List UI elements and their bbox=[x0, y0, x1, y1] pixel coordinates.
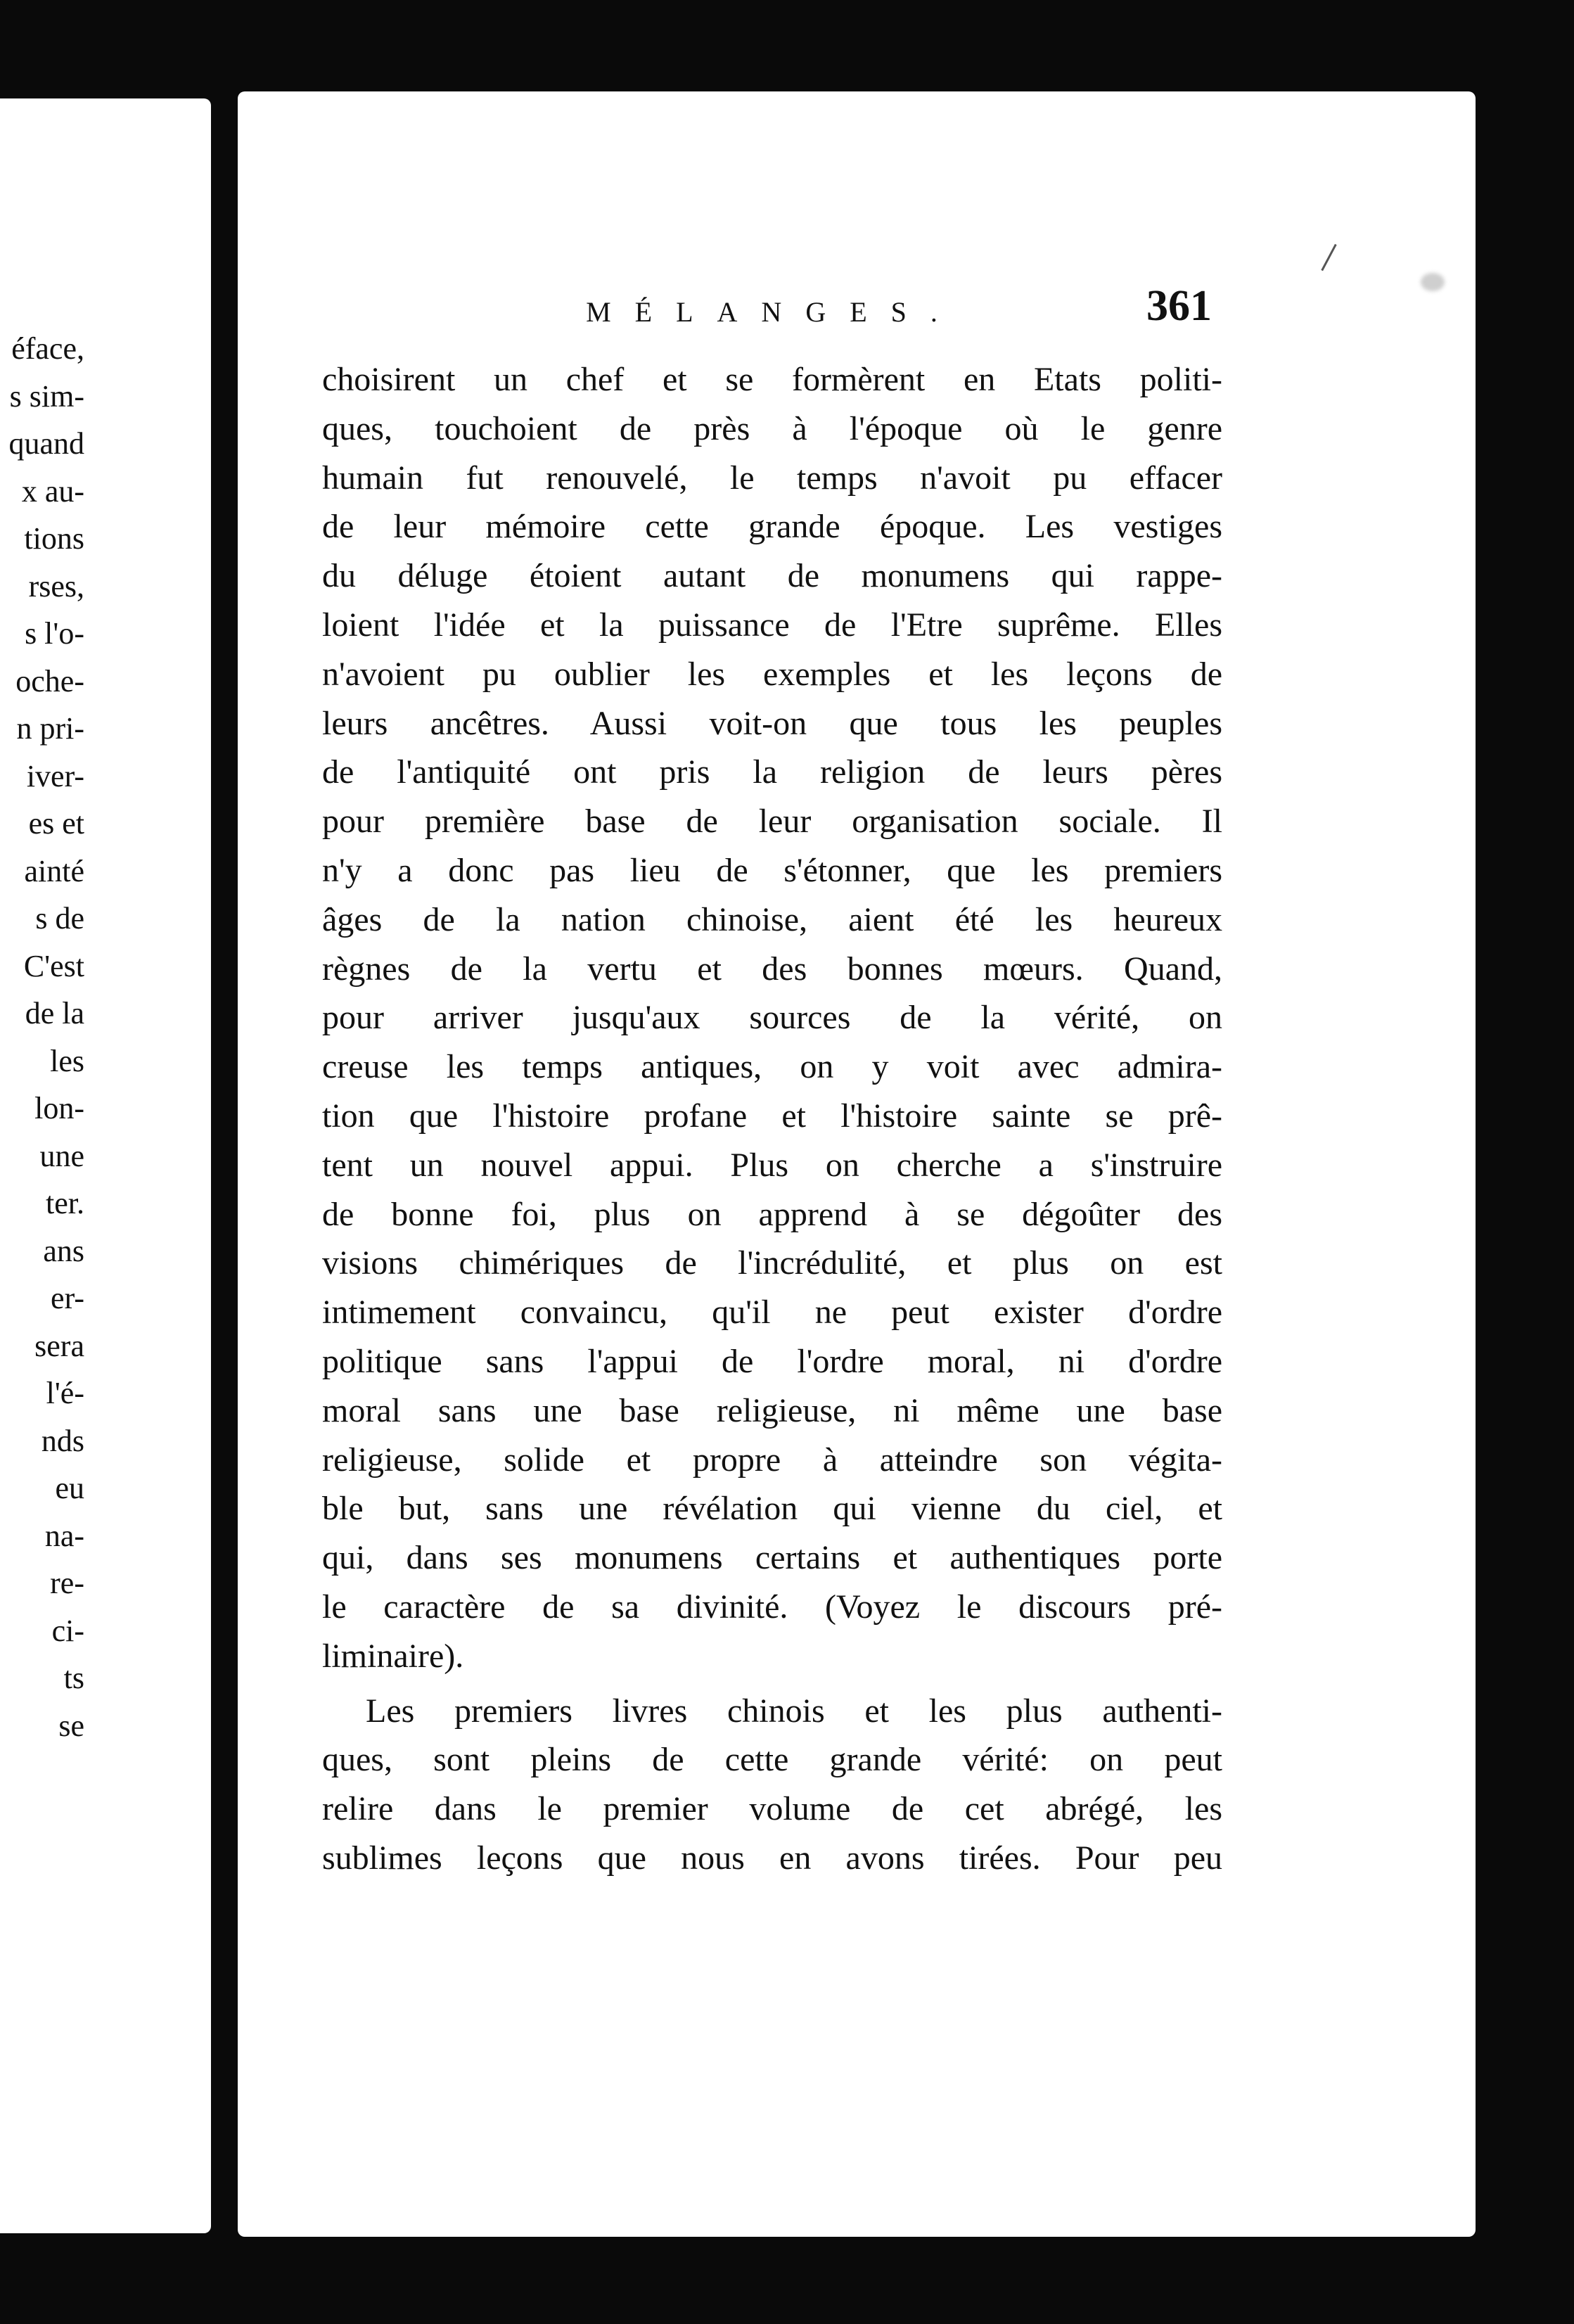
facing-page-fragment: ts bbox=[63, 1661, 84, 1695]
facing-page-fragment: tions bbox=[24, 521, 84, 556]
text-line: pour arriver jusqu'aux sources de la vérité, on bbox=[322, 999, 1222, 1037]
text-line: visions chimériques de l'incrédulité, et plus on est bbox=[322, 1244, 1222, 1282]
text-line: ble but, sans une révélation qui vienne du ciel, et bbox=[322, 1490, 1222, 1528]
facing-page-fragment: s de bbox=[35, 901, 84, 936]
text-line: intimement convaincu, qu'il ne peut exister d'ordre bbox=[322, 1294, 1222, 1332]
facing-page-fragment: re- bbox=[50, 1566, 84, 1600]
facing-page-fragment: de la bbox=[25, 996, 84, 1030]
text-line: de leur mémoire cette grande époque. Les vestiges bbox=[322, 508, 1222, 546]
body-text bbox=[322, 355, 1222, 1883]
facing-page-fragment: lon- bbox=[34, 1091, 84, 1125]
paragraph-2 bbox=[322, 1687, 1222, 1883]
text-line: ques, sont pleins de cette grande vérité: on peut bbox=[322, 1741, 1222, 1779]
text-line: creuse les temps antiques, on y voit avec admira- bbox=[322, 1048, 1222, 1086]
text-line: de bonne foi, plus on apprend à se dégoûter des bbox=[322, 1195, 1222, 1233]
facing-page-fragment: ter. bbox=[46, 1186, 84, 1220]
facing-page-fragment: une bbox=[39, 1138, 84, 1173]
text-line: liminaire). bbox=[322, 1637, 464, 1675]
ink-spot bbox=[1421, 273, 1445, 291]
running-head: MÉLANGES. bbox=[586, 296, 961, 328]
text-line: relire dans le premier volume de cet abrégé, les bbox=[322, 1790, 1222, 1828]
text-line: leurs ancêtres. Aussi voit-on que tous les peuples bbox=[322, 704, 1222, 742]
text-line: du déluge étoient autant de monumens qui rappe- bbox=[322, 557, 1222, 595]
text-line: humain fut renouvelé, le temps n'avoit pu effacer bbox=[322, 459, 1222, 497]
facing-page-left bbox=[0, 98, 211, 2233]
facing-page-fragment: C'est bbox=[23, 948, 84, 983]
facing-page-fragment: er- bbox=[51, 1281, 84, 1315]
facing-page-fragment: ainté bbox=[24, 853, 84, 888]
text-line: pour première base de leur organisation sociale. Il bbox=[322, 803, 1222, 841]
text-line: règnes de la vertu et des bonnes mœurs. Quand, bbox=[322, 950, 1222, 988]
text-line: ques, touchoient de près à l'époque où le genre bbox=[322, 409, 1222, 447]
text-line: tent un nouvel appui. Plus on cherche a s'instruire bbox=[322, 1146, 1222, 1184]
facing-page-fragment: se bbox=[58, 1708, 84, 1743]
text-line: politique sans l'appui de l'ordre moral, ni d'ordre bbox=[322, 1342, 1222, 1380]
facing-page-fragment: es et bbox=[28, 806, 84, 841]
facing-page-fragment: rses, bbox=[28, 568, 84, 604]
text-line: moral sans une base religieuse, ni même une base bbox=[322, 1391, 1222, 1429]
text-line: de l'antiquité ont pris la religion de leurs pères bbox=[322, 753, 1222, 791]
text-line: sublimes leçons que nous en avons tirées. Pour peu bbox=[322, 1839, 1222, 1877]
facing-page-fragment: les bbox=[50, 1043, 84, 1078]
paragraph-1 bbox=[322, 355, 1222, 1681]
facing-page-fragment: ci- bbox=[51, 1613, 84, 1648]
facing-page-fragment: nds bbox=[41, 1423, 84, 1458]
facing-page-fragment: eu bbox=[55, 1471, 84, 1505]
facing-page-fragment: s l'o- bbox=[25, 616, 84, 651]
text-line: qui, dans ses monumens certains et authentiques porte bbox=[322, 1539, 1222, 1577]
paragraph-gap bbox=[322, 1681, 1222, 1687]
text-line: n'y a donc pas lieu de s'étonner, que les premiers bbox=[322, 851, 1222, 889]
text-line: n'avoient pu oublier les exemples et les leçons de bbox=[322, 655, 1222, 693]
page-number: 361 bbox=[1146, 282, 1212, 330]
text-line: âges de la nation chinoise, aient été les heureux bbox=[322, 900, 1222, 938]
facing-page-fragment: éface, bbox=[11, 331, 84, 366]
facing-page-fragment: x au- bbox=[21, 473, 84, 509]
facing-page-fragment: l'é- bbox=[46, 1376, 84, 1410]
facing-page-fragment: iver- bbox=[26, 758, 84, 793]
text-line: loient l'idée et la puissance de l'Etre suprême. Elles bbox=[322, 606, 1222, 644]
facing-page-fragment: quand bbox=[8, 426, 84, 461]
text-line: religieuse, solide et propre à atteindre son végita- bbox=[322, 1441, 1222, 1479]
text-line: le caractère de sa divinité. (Voyez le discours pré- bbox=[322, 1588, 1222, 1626]
facing-page-fragment: ans bbox=[43, 1233, 84, 1268]
text-line: tion que l'histoire profane et l'histoire sainte se prê- bbox=[322, 1097, 1222, 1135]
facing-page-fragment: oche- bbox=[15, 663, 84, 698]
facing-page-fragment: n pri- bbox=[16, 711, 84, 746]
facing-page-fragment: na- bbox=[44, 1518, 84, 1553]
facing-page-fragment: sera bbox=[34, 1328, 84, 1363]
text-line: choisirent un chef et se formèrent en Etats politi- bbox=[322, 361, 1222, 398]
text-line: Les premiers livres chinois et les plus authenti- bbox=[366, 1692, 1222, 1730]
facing-page-fragment: s sim- bbox=[9, 378, 84, 414]
